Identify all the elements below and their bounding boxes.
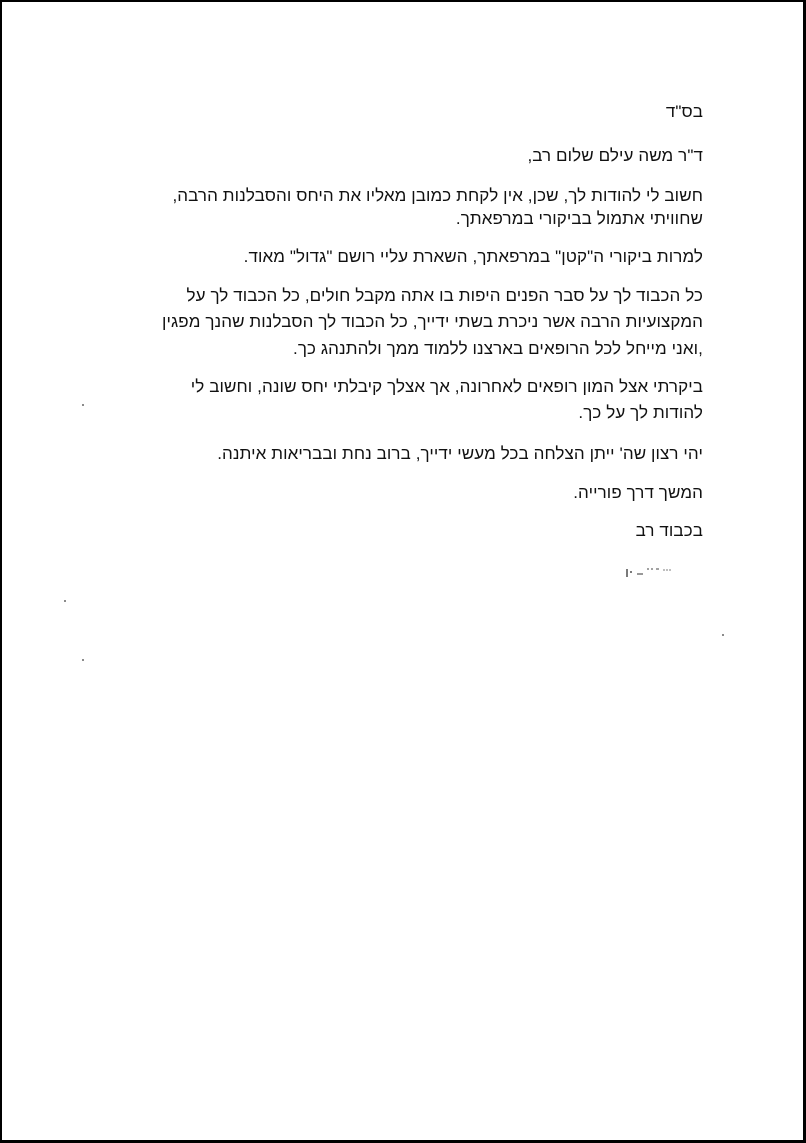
letter-header: בס"ד bbox=[665, 102, 703, 121]
paragraph-4-line-1: ביקרתי אצל המון רופאים לאחרונה, אך אצלך קיבלתי יחס שונה, וחשוב לי bbox=[190, 377, 703, 396]
salutation: ד"ר משה עילם שלום רב, bbox=[527, 146, 703, 165]
closing: בכבוד רב bbox=[635, 521, 703, 540]
paragraph-3-line-2: המקצועיות הרבה אשר ניכרת בשתי ידייך, כל הכבוד לך הסבלנות שהנך מפגין bbox=[161, 312, 703, 331]
scan-speck bbox=[722, 634, 724, 636]
paragraph-2-line-1: למרות ביקורי ה"קטן" במרפאתך, השארת עליי רושם "גדול" מאוד. bbox=[243, 247, 703, 266]
paragraph-3-line-3: ,ואני מייחל לכל הרופאים בארצנו ללמוד ממך ולהתנהג כך. bbox=[293, 339, 703, 358]
signature-scribble bbox=[623, 565, 675, 583]
paragraph-4-line-2: להודות לך על כך. bbox=[578, 403, 703, 422]
scan-speck bbox=[82, 659, 84, 661]
paragraph-3-line-1: כל הכבוד לך על סבר הפנים היפות בו אתה מקבל חולים, כל הכבוד לך על bbox=[186, 286, 703, 305]
paragraph-1-line-2: שחוויתי אתמול בביקורי במרפאתך. bbox=[455, 209, 703, 228]
scan-speck bbox=[82, 404, 84, 406]
scan-speck bbox=[64, 600, 66, 602]
paragraph-6-line-1: המשך דרך פורייה. bbox=[573, 483, 703, 502]
paragraph-1-line-1: חשוב לי להודות לך, שכן, אין לקחת כמובן מאליו את היחס והסבלנות הרבה, bbox=[172, 186, 703, 205]
paragraph-5-line-1: יהי רצון שה' ייתן הצלחה בכל מעשי ידייך, ברוב נחת ובבריאות איתנה. bbox=[217, 444, 703, 463]
